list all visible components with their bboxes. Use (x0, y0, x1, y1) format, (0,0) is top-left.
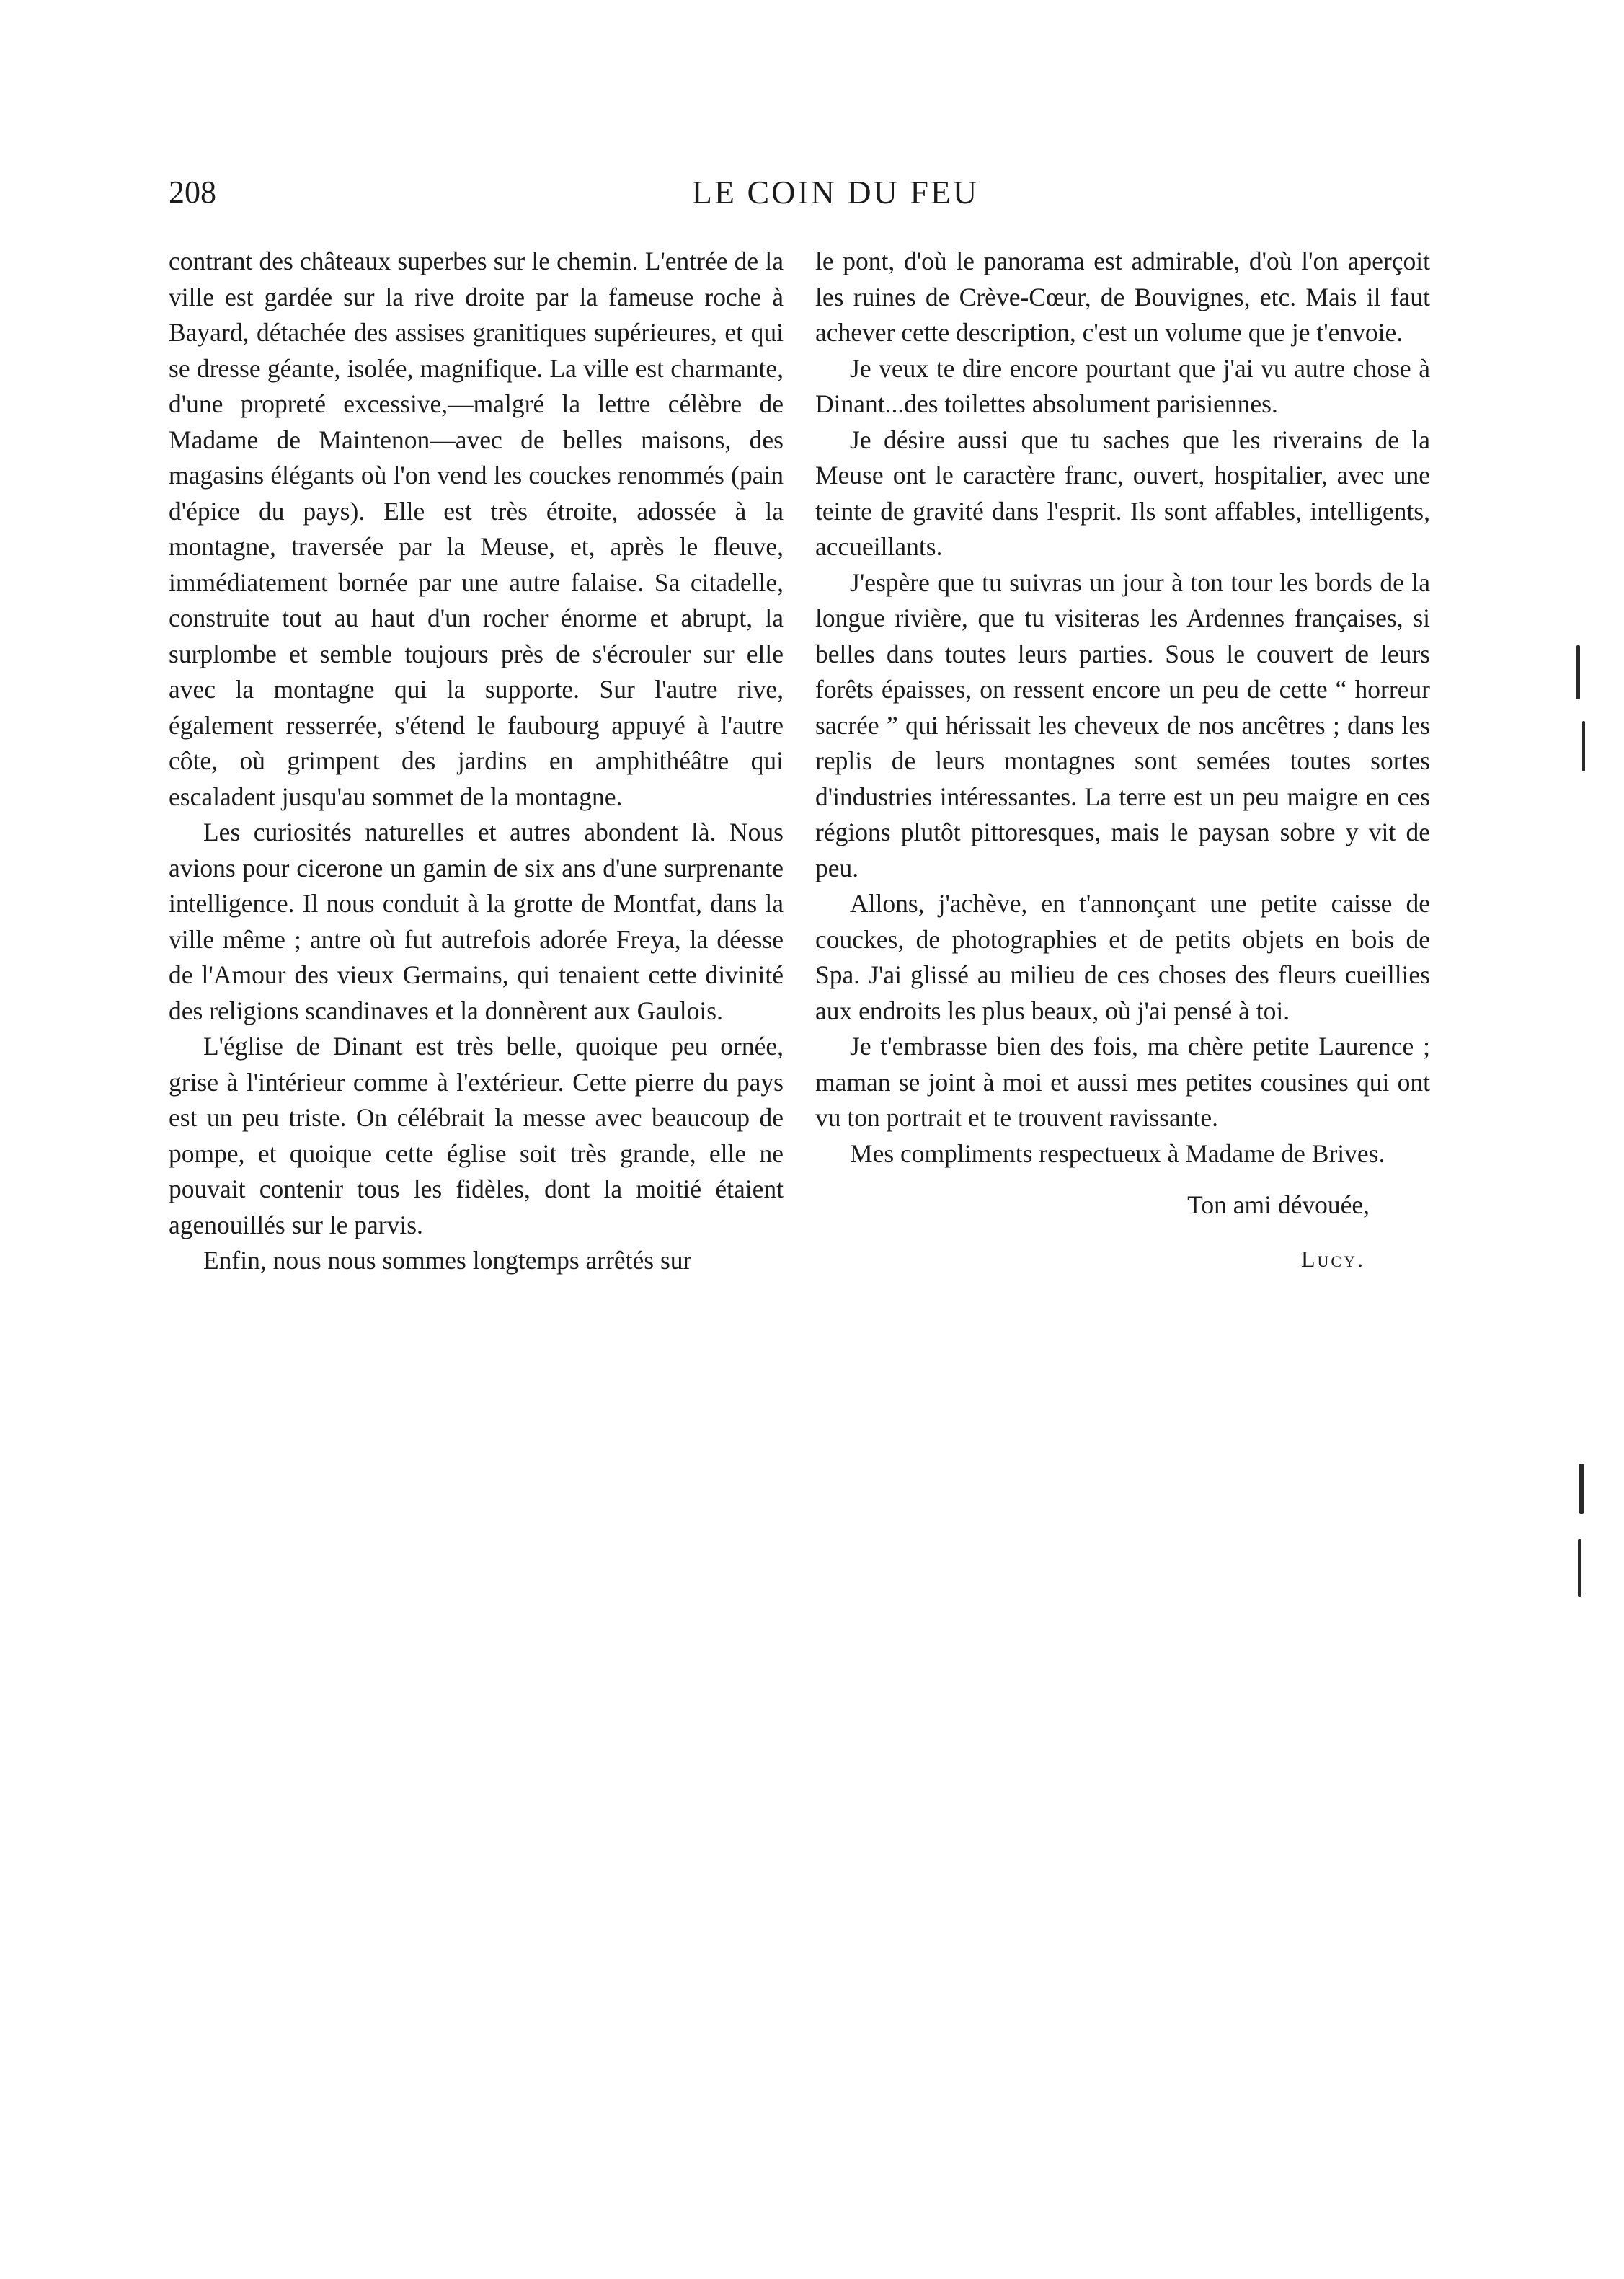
paragraph: le pont, d'où le panorama est admirable, d'où l'on aperçoit les ruines de Crève-Cœur, de Bouvignes, etc. Mais il faut achever cette description, c'est un volume que je t'envoie. (815, 247, 1430, 347)
paragraph: Enfin, nous nous sommes longtemps arrêtés sur (203, 1246, 692, 1275)
paragraph: Allons, j'achève, en t'annonçant une petite caisse de couckes, de photographies et de petits objets en bois de Spa. J'ai glissé au milieu de ces choses des fleurs cueillies aux endroits les plus beaux, où j'ai pensé à toi. (815, 889, 1430, 1025)
right-column (815, 244, 1430, 1277)
paragraph: Je t'embrasse bien des fois, ma chère petite Laurence ; maman se joint à moi et aussi mes petites cousines qui ont vu ton portrait et te trouvent ravissante. (815, 1032, 1430, 1132)
letter-closing: Ton ami dévouée, (1187, 1190, 1370, 1219)
page-number: 208 (169, 174, 216, 210)
paragraph: Je désire aussi que tu saches que les riverains de la Meuse ont le caractère franc, ouvert, hospitalier, avec une teinte de gravité dans l'esprit. Ils sont affables, intelligents, accueillants. (815, 425, 1430, 561)
paragraph: L'église de Dinant est très belle, quoique peu ornée, grise à l'intérieur comme à l'extérieur. Cette pierre du pays est un peu triste. On célébrait la messe avec beaucoup de pompe, et quoique cette église soit très grande, elle ne pouvait contenir tous les fidèles, dont la moitié étaient agenouillés sur le parvis. (169, 1032, 784, 1239)
running-head (169, 167, 1502, 218)
ink-mark (1576, 645, 1580, 699)
paragraph: Je veux te dire encore pourtant que j'ai vu autre chose à Dinant...des toilettes absolument parisiennes. (815, 353, 1430, 418)
paragraph: contrant des châteaux superbes sur le chemin. L'entrée de la ville est gardée sur la rive droite par la fameuse roche à Bayard, détachée des assises granitiques supérieures, et qui se dresse géante, isolée, magnifique. La ville est charmante, d'une propreté excessive,—malgré la lettre célèbre de Madame de Maintenon—avec de belles maisons, des magasins élégants où l'on vend les couckes renommés (pain d'épice du pays). Elle est très étroite, adossée à la montagne, traversée par la Meuse, et, après le fleuve, immédiatement bornée par une autre falaise. Sa citadelle, construite tout au haut d'un rocher énorme et abrupt, la surplombe et semble toujours près de s'écrouler sur elle avec la montagne qui la supporte. Sur l'autre rive, également resserrée, s'étend le faubourg appuyé à l'autre côte, où grimpent des jardins en amphithéâtre qui escaladent jusqu'au sommet de la montagne. (169, 247, 784, 811)
letter-signature: Lucy. (1301, 1245, 1365, 1272)
running-title: LE COIN DU FEU (691, 174, 980, 211)
paragraph: Mes compliments respectueux à Madame de Brives. (850, 1138, 1385, 1168)
left-column (169, 244, 784, 1279)
ink-mark (1579, 1464, 1584, 1514)
paragraph: J'espère que tu suivras un jour à ton tour les bords de la longue rivière, que tu visiteras les Ardennes françaises, si belles dans toutes leurs parties. Sous le couvert de leurs forêts épaisses, on ressent encore un peu de cette “ horreur sacrée ” qui hérissait les cheveux de nos ancêtres ; dans les replis de leurs montagnes sont semées toutes sortes d'industries intéressantes. La terre est un peu maigre en ces régions plutôt pittoresques, mais le paysan sobre y vit de peu. (815, 567, 1430, 882)
ink-mark (1582, 721, 1585, 771)
margin-ink-marks (1566, 634, 1624, 1644)
ink-mark (1578, 1539, 1581, 1597)
paragraph: Les curiosités naturelles et autres abondent là. Nous avions pour cicerone un gamin de six ans d'une surprenante intelligence. Il nous conduit à la grotte de Montfat, dans la ville même ; antre où fut autrefois adorée Freya, la déesse de l'Amour des vieux Germains, qui tenaient cette divinité des religions scandinaves et la donnèrent aux Gaulois. (169, 818, 784, 1025)
